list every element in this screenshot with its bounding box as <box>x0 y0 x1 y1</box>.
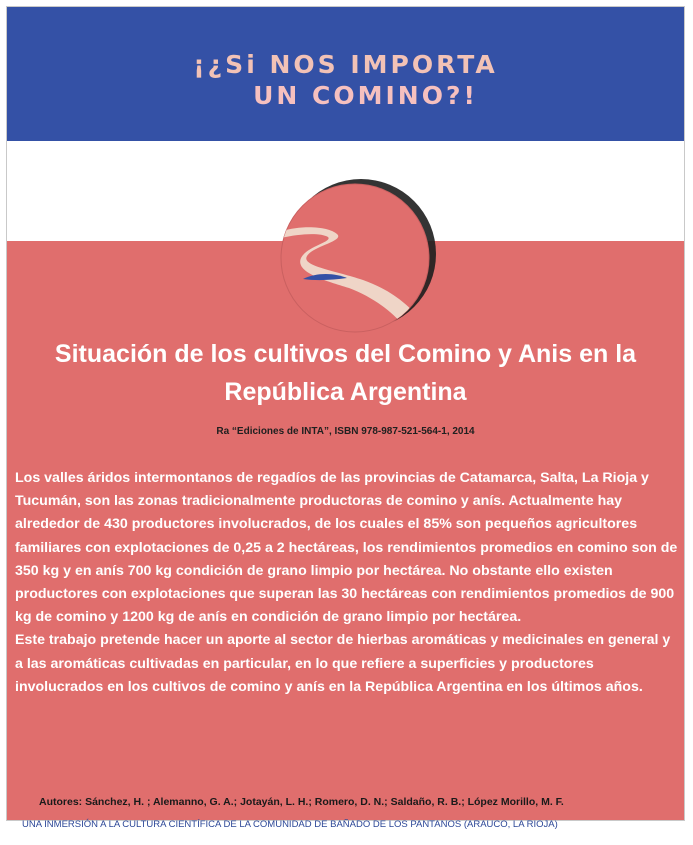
authors-line: Autores: Sánchez, H. ; Alemanno, G. A.; Jotayán, L. H.; Romero, D. N.; Saldaño, R. B.; López Morillo, M. F. <box>39 796 564 808</box>
river-valley-circle-icon <box>273 174 439 340</box>
header-band <box>7 7 684 141</box>
abstract-paragraph-2: Este trabajo pretende hacer un aporte al sector de hierbas aromáticas y medicinales en general y a las aromáticas cultivadas en particular, en lo que refiere a superficies y productores involucrados en los cultivos de comino y anís en la República Argentina en los últimos años. <box>15 632 671 695</box>
slogan-line-2: UN COMINO?! <box>253 81 478 110</box>
slogan <box>7 49 684 111</box>
publication-reference: Ra “Ediciones de INTA”, ISBN 978-987-521-564-1, 2014 <box>216 426 475 437</box>
slogan-line-1: ¡¿Si NOS IMPORTA <box>193 50 498 79</box>
footer-caption: UNA INMERSIÓN A LA CULTURA CIENTÍFICA DE LA COMUNIDAD DE BAÑADO DE LOS PANTANOS (ARAUCO, LA RIOJA) <box>22 819 558 830</box>
abstract-text <box>15 467 679 699</box>
abstract-paragraph-1: Los valles áridos intermontanos de regadíos de las provincias de Catamarca, Salta, La Rioja y Tucumán, son las zonas tradicionalmente productoras de comino y anís. Actualmente hay alrededor de 430 productores involucrados, de los cuales el 85% son pequeños agricultores familiares con explotaciones de 0,25 a 2 hectáreas, los rendimientos promedios en comino son de 350 kg y en anís 700 kg condición de grano limpio por hectárea. No obstante ello existen productores con explotaciones que superan las 30 hectáreas con rendimientos promedios de 900 kg de comino y 1200 kg de anís en condición de grano limpio por hectárea. <box>15 470 678 626</box>
document-page <box>6 6 685 821</box>
document-title: Situación de los cultivos del Comino y Anis en la República Argentina <box>54 340 637 406</box>
